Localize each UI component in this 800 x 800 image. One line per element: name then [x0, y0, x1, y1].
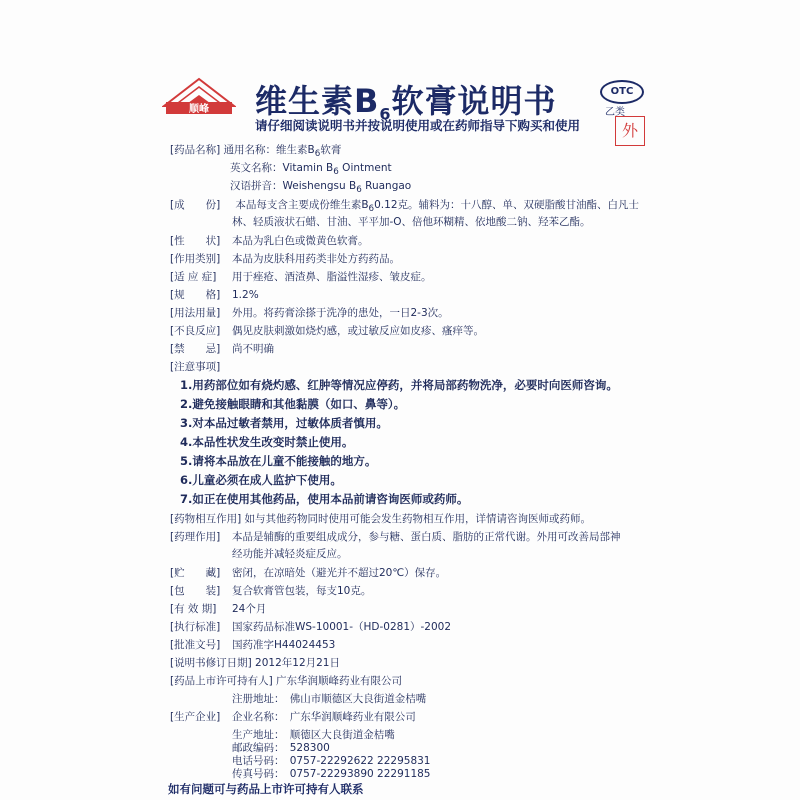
contraindication-label: [禁 忌] [170, 343, 221, 355]
properties-value: 本品为乳白色或微黄色软膏。 [232, 235, 369, 247]
approval-value: 国药准字H44024453 [232, 639, 336, 651]
package-value: 复合软膏管包装，每支10克。 [232, 585, 372, 597]
contraindication-value: 尚不明确 [232, 343, 274, 355]
category-label: [作用类别] [170, 253, 221, 265]
indication-label: [适 应 症] [170, 271, 217, 283]
standard-value: 国家药品标准WS-10001-（HD-0281）-2002 [232, 621, 452, 633]
category-value: 本品为皮肤科用药类非处方药药品。 [232, 253, 400, 265]
storage-value: 密闭，在凉暗处（避光并不超过20℃）保存。 [232, 567, 447, 579]
holder-value: 广东华润顺峰药业有限公司 [276, 675, 403, 687]
pharmacology-line1: 本品是辅酶的重要组成成分，参与糖、蛋白质、脂肪的正常代谢。外用可改善局部神 [232, 531, 621, 543]
usage-row [170, 305, 449, 320]
indication-row [170, 269, 432, 284]
precaution-item: 6.儿童必须在成人监护下使用。 [180, 473, 342, 487]
revision-label: [说明书修订日期] [170, 657, 252, 669]
manufacturer-fax: 传真号码： 0757-22293890 22291185 [232, 768, 431, 780]
english-name: 英文名称：Vitamin $B_6$ Ointment [230, 162, 392, 178]
precaution-item: 4.本品性状发生改变时禁止使用。 [180, 435, 354, 449]
otc-class-label: 乙类 [605, 107, 625, 118]
pharmacology-label: [药理作用] [170, 531, 221, 543]
properties-row [170, 233, 369, 248]
contraindication-row [170, 341, 274, 356]
footer-note: 如有问题可与药品上市许可持有人联系 [168, 782, 364, 796]
revision-row [170, 655, 340, 670]
pharmacology-line2: 经功能并减轻炎症反应。 [232, 548, 348, 560]
pharmacology-row [170, 529, 621, 544]
document-subtitle: 请仔细阅读说明书并按说明使用或在药师指导下购买和使用 [255, 118, 581, 133]
precaution-item: 5.请将本品放在儿童不能接触的地方。 [180, 454, 377, 468]
holder-address: 注册地址： 佛山市顺德区大良街道金桔嘴 [232, 693, 427, 705]
composition-row [170, 197, 639, 214]
composition-label: [成 份] [170, 199, 221, 211]
indication-value: 用于痤疮、酒渣鼻、脂溢性湿疹、皱皮症。 [232, 271, 432, 283]
precaution-item: 1.用药部位如有烧灼感、红肿等情况应停药，并将局部药物洗净，必要时向医师咨询。 [180, 378, 618, 392]
manufacturer-row [170, 709, 416, 724]
external-use-badge: 外 [615, 116, 645, 146]
brand-name: 顺峰 [189, 104, 209, 114]
properties-label: [性 状] [170, 235, 221, 247]
spec-value: 1.2% [232, 289, 259, 301]
revision-value: 2012年12月21日 [255, 657, 340, 669]
holder-label: [药品上市许可持有人] [170, 675, 273, 687]
standard-row [170, 619, 451, 634]
otc-badge: OTC [600, 80, 644, 104]
interaction-label: [药物相互作用] [170, 513, 242, 525]
manufacturer-postcode: 邮政编码： 528300 [232, 742, 330, 754]
adverse-value: 偶见皮肤刺激如烧灼感，或过敏反应如皮疹、瘙痒等。 [232, 325, 484, 337]
category-row [170, 251, 400, 266]
package-label: [包 装] [170, 585, 221, 597]
manufacturer-address: 生产地址： 顺德区大良街道金桔嘴 [232, 729, 395, 741]
validity-value: 24个月 [232, 603, 267, 615]
approval-label: [批准文号] [170, 639, 221, 651]
validity-label: [有 效 期] [170, 603, 217, 615]
document-title: 维生素$B_6$软膏说明书 [255, 82, 557, 124]
generic-name: 通用名称：维生素$B_6$软膏 [223, 144, 342, 160]
approval-row [170, 637, 335, 652]
validity-row [170, 601, 266, 616]
precautions-label: [注意事项] [170, 361, 221, 373]
usage-label: [用法用量] [170, 307, 221, 319]
precaution-item: 7.如正在使用其他药品，使用本品前请咨询医师或药师。 [180, 492, 469, 506]
manufacturer-phone: 电话号码： 0757-22292622 22295831 [232, 755, 431, 767]
holder-row [170, 673, 402, 688]
interaction-value: 如与其他药物同时使用可能会发生药物相互作用，详情请咨询医师或药师。 [244, 513, 592, 525]
pinyin-name: 汉语拼音：Weishengsu $B_6$ Ruangao [230, 180, 412, 196]
precaution-item: 2.避免接触眼睛和其他黏膜（如口、鼻等）。 [180, 397, 406, 411]
interaction-row [170, 511, 591, 526]
storage-label: [贮 藏] [170, 567, 221, 579]
adverse-label: [不良反应] [170, 325, 221, 337]
spec-label: [规 格] [170, 289, 221, 301]
drug-name-label: [药品名称] [170, 144, 221, 156]
manufacturer-name: 企业名称： 广东华润顺峰药业有限公司 [232, 711, 416, 723]
adverse-row [170, 323, 484, 338]
standard-label: [执行标准] [170, 621, 221, 633]
composition-line1: 本品每支含主要成份维生素$B_60.12$克。辅料为：十八醇、单、双硬脂酸甘油酯、白凡士 [235, 199, 640, 215]
usage-value: 外用。将药膏涂搽于洗净的患处，一日2-3次。 [232, 307, 449, 319]
drug-name-row [170, 142, 341, 159]
precaution-item: 3.对本品过敏者禁用，过敏体质者慎用。 [180, 416, 388, 430]
storage-row [170, 565, 446, 580]
brand-logo [162, 76, 236, 114]
composition-line2: 林、轻质液状石蜡、甘油、平平加-O、倍他环糊精、依地酸二钠、羟苯乙酯。 [232, 216, 591, 228]
spec-row [170, 287, 259, 302]
package-row [170, 583, 371, 598]
manufacturer-label: [生产企业] [170, 711, 221, 723]
